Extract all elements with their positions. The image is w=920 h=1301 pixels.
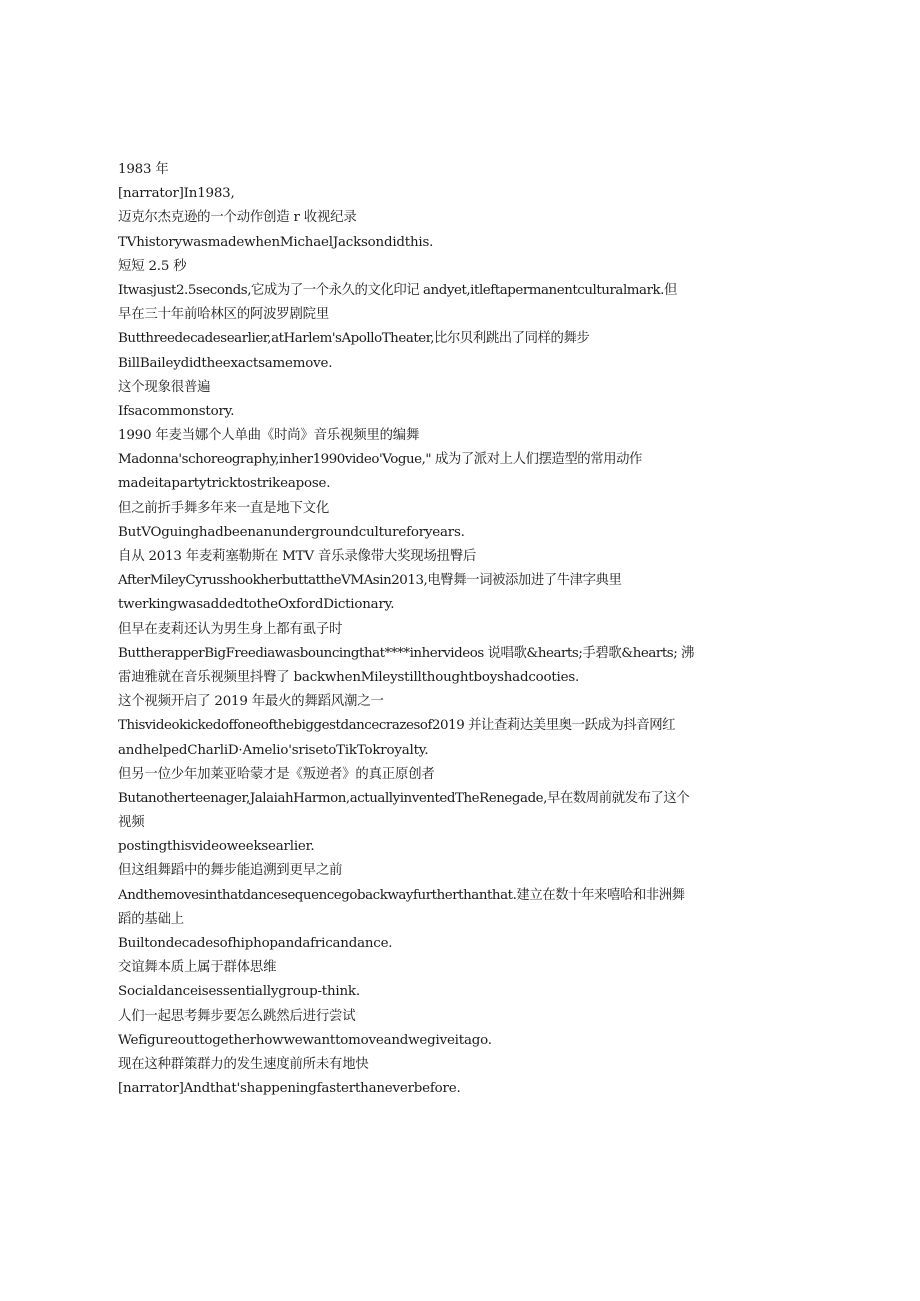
transcript-line: Thisvideokickedoffoneofthebiggestdancecrazesof2019 并让查莉达美里奥一跃成为抖音网红 [118,718,676,734]
transcript-line: Andthemovesinthatdancesequencegobackwayfurtherthanthat.建立在数十年来嘻哈和非洲舞 [118,887,685,903]
transcript-line: 这个视频开启了 2019 年最火的舞蹈风潮之一 [118,694,384,710]
transcript-line: postingthisvideoweeksearlier. [118,839,315,855]
transcript-line: madeitapartytricktostrikeapose. [118,476,331,492]
transcript-line: Wefigureouttogetherhowwewanttomoveandwegiveitago. [118,1032,492,1048]
transcript-line: Socialdanceisessentiallygroup-think. [118,984,360,1000]
transcript-line: ButtherapperBigFreediawasbouncingthat****inhervideos 说唱歌&hearts;手碧歌&hearts; 沸 [118,645,694,661]
transcript-line: AfterMileyCyrusshookherbuttattheVMAsin2013,电臀舞一词被添加进了牛津字典里 [118,573,622,589]
transcript-document [118,158,733,1101]
transcript-line: 但这组舞蹈中的舞步能追溯到更早之前 [118,863,343,879]
transcript-line: ButVOguinghadbeenanundergroundcultureforyears. [118,524,465,540]
transcript-line: 1990 年麦当娜个人单曲《时尚》音乐视频里的编舞 [118,428,420,444]
transcript-line: Builtondecadesofhiphopandafricandance. [118,936,393,951]
transcript-line: 但另一位少年加莱亚哈蒙才是《叛逆者》的真正原创者 [118,766,435,782]
transcript-line: 交谊舞本质上属于群体思维 [118,960,277,976]
transcript-line: 但早在麦莉还认为男生身上都有虱子时 [118,621,343,637]
transcript-line: 这个现象很普遍 [118,379,211,395]
transcript-line: 蹈的基础上 [118,911,184,927]
transcript-line: 迈克尔杰克逊的一个动作创造 r 收视纪录 [118,210,357,226]
transcript-line: 雷迪雅就在音乐视频里抖臀了 backwhenMileystillthoughtboyshadcooties. [118,669,580,685]
transcript-line: TVhistorywasmadewhenMichaelJacksondidthis. [118,234,434,250]
transcript-line: [narrator]Andthat'shappeningfasterthaneverbefore. [118,1081,461,1097]
transcript-line: [narrator]In1983, [118,186,235,202]
transcript-line: BillBaileydidtheexactsamemove. [118,355,333,371]
transcript-line: Madonna'schoreography,inher1990video'Vogue," 成为了派对上人们摆造型的常用动作 [118,452,642,468]
transcript-line: 但之前折手舞多年来一直是地下文化 [118,500,330,516]
transcript-line: twerkingwasaddedtotheOxfordDictionary. [118,597,395,613]
transcript-line: 1983 年 [118,162,169,177]
transcript-line: andhelpedCharliD·Amelio'srisetoTikTokroyalty. [118,742,429,758]
transcript-line: Butanotherteenager,JalaiahHarmon,actuallyinventedTheRenegade,早在数周前就发布了这个 [118,790,690,806]
transcript-line: Itwasjust2.5seconds,它成为了一个永久的文化印记 andyet,itleftapermanentculturalmark.但 [118,282,677,298]
transcript-line: Butthreedecadesearlier,atHarlem'sApolloTheater,比尔贝利跳出了同样的舞步 [118,331,590,347]
transcript-line: 人们一起思考舞步要怎么跳然后进行尝试 [118,1008,356,1024]
transcript-line: 早在三十年前哈林区的阿波罗剧院里 [118,307,330,323]
transcript-line: 自从 2013 年麦莉塞勒斯在 MTV 音乐录像带大奖现场扭臀后 [118,549,477,564]
transcript-line: Ifsacommonstory. [118,403,235,419]
transcript-line: 视频 [118,815,145,831]
transcript-line: 现在这种群策群力的发生速度前所未有地快 [118,1056,369,1072]
transcript-line: 短短 2.5 秒 [118,258,187,274]
